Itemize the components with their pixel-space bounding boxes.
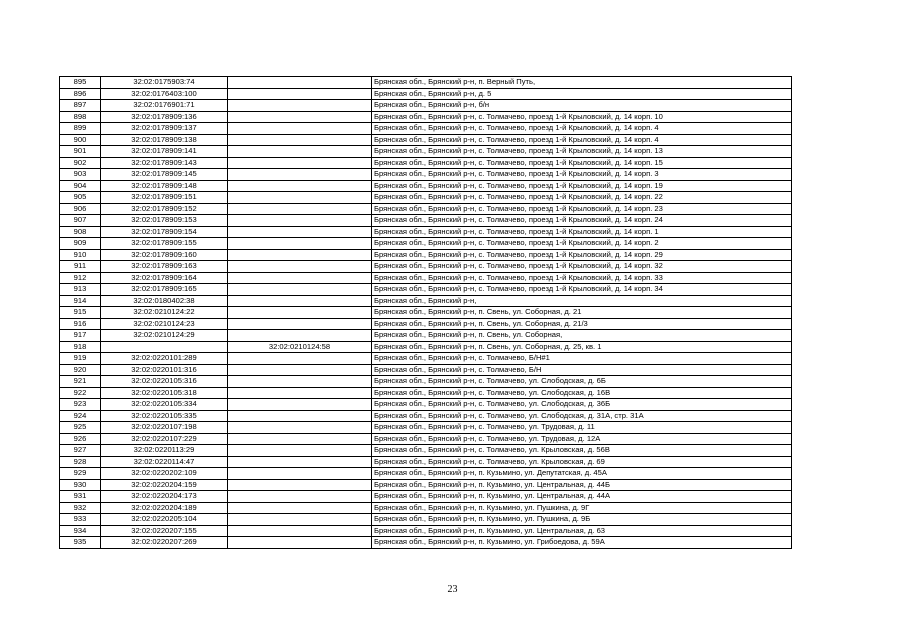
row-number-cell: 935 — [60, 537, 101, 549]
registry-table — [59, 76, 792, 549]
address-cell: Брянская обл., Брянский р-н, б/н — [372, 100, 792, 112]
cadastral-number-2-cell — [228, 445, 372, 457]
cadastral-number-cell: 32:02:0178909:138 — [101, 134, 228, 146]
cadastral-number-cell: 32:02:0210124:23 — [101, 318, 228, 330]
row-number-cell: 898 — [60, 111, 101, 123]
cadastral-number-cell: 32:02:0178909:163 — [101, 261, 228, 273]
address-cell: Брянская обл., Брянский р-н, п. Свень, ул. Соборная, д. 21/3 — [372, 318, 792, 330]
cadastral-number-2-cell — [228, 203, 372, 215]
cadastral-number-cell: 32:02:0176403:100 — [101, 88, 228, 100]
table-row — [60, 491, 792, 503]
cadastral-number-cell: 32:02:0178909:136 — [101, 111, 228, 123]
cadastral-number-cell: 32:02:0178909:143 — [101, 157, 228, 169]
address-cell: Брянская обл., Брянский р-н, с. Толмачево, ул. Крыловская, д. 69 — [372, 456, 792, 468]
row-number-cell: 928 — [60, 456, 101, 468]
cadastral-number-2-cell — [228, 157, 372, 169]
address-cell: Брянская обл., Брянский р-н, с. Толмачево, проезд 1-й Крыловский, д. 14 корп. 2 — [372, 238, 792, 250]
cadastral-number-2-cell: 32:02:0210124:58 — [228, 341, 372, 353]
cadastral-number-cell: 32:02:0178909:148 — [101, 180, 228, 192]
address-cell: Брянская обл., Брянский р-н, с. Толмачево, проезд 1-й Крыловский, д. 14 корп. 32 — [372, 261, 792, 273]
cadastral-number-2-cell — [228, 399, 372, 411]
row-number-cell: 910 — [60, 249, 101, 261]
row-number-cell: 902 — [60, 157, 101, 169]
cadastral-number-cell: 32:02:0178909:155 — [101, 238, 228, 250]
cadastral-number-cell: 32:02:0220204:159 — [101, 479, 228, 491]
cadastral-number-cell: 32:02:0220105:318 — [101, 387, 228, 399]
cadastral-number-cell: 32:02:0220105:316 — [101, 376, 228, 388]
cadastral-number-2-cell — [228, 88, 372, 100]
row-number-cell: 919 — [60, 353, 101, 365]
row-number-cell: 915 — [60, 307, 101, 319]
cadastral-number-2-cell — [228, 491, 372, 503]
table-row — [60, 146, 792, 158]
address-cell: Брянская обл., Брянский р-н, п. Кузьмино, ул. Депутатская, д. 45А — [372, 468, 792, 480]
cadastral-number-2-cell — [228, 192, 372, 204]
cadastral-number-cell: 32:02:0220113:29 — [101, 445, 228, 457]
cadastral-number-cell: 32:02:0178909:141 — [101, 146, 228, 158]
address-cell: Брянская обл., Брянский р-н, с. Толмачево, ул. Слободская, д. 31А, стр. 31А — [372, 410, 792, 422]
table-row — [60, 284, 792, 296]
table-row — [60, 525, 792, 537]
row-number-cell: 920 — [60, 364, 101, 376]
cadastral-number-2-cell — [228, 146, 372, 158]
row-number-cell: 924 — [60, 410, 101, 422]
row-number-cell: 907 — [60, 215, 101, 227]
address-cell: Брянская обл., Брянский р-н, с. Толмачево, Б/Н — [372, 364, 792, 376]
cadastral-number-cell: 32:02:0220205:104 — [101, 514, 228, 526]
cadastral-number-2-cell — [228, 514, 372, 526]
cadastral-number-cell: 32:02:0220204:173 — [101, 491, 228, 503]
table-row — [60, 238, 792, 250]
cadastral-number-cell: 32:02:0220207:155 — [101, 525, 228, 537]
address-cell: Брянская обл., Брянский р-н, п. Верный Путь, — [372, 77, 792, 89]
table-row — [60, 330, 792, 342]
cadastral-number-cell: 32:02:0220105:335 — [101, 410, 228, 422]
table-row — [60, 387, 792, 399]
cadastral-number-cell: 32:02:0176901:71 — [101, 100, 228, 112]
row-number-cell: 917 — [60, 330, 101, 342]
table-row — [60, 399, 792, 411]
page-number: 23 — [447, 584, 458, 595]
row-number-cell: 932 — [60, 502, 101, 514]
table-row — [60, 249, 792, 261]
cadastral-number-2-cell — [228, 456, 372, 468]
cadastral-number-cell: 32:02:0178909:160 — [101, 249, 228, 261]
cadastral-number-cell: 32:02:0175903:74 — [101, 77, 228, 89]
address-cell: Брянская обл., Брянский р-н, с. Толмачево, проезд 1-й Крыловский, д. 14 корп. 3 — [372, 169, 792, 181]
address-cell: Брянская обл., Брянский р-н, с. Толмачево, проезд 1-й Крыловский, д. 14 корп. 33 — [372, 272, 792, 284]
table-row — [60, 537, 792, 549]
cadastral-number-cell: 32:02:0220107:229 — [101, 433, 228, 445]
table-row — [60, 261, 792, 273]
cadastral-number-2-cell — [228, 284, 372, 296]
table-row — [60, 77, 792, 89]
table-row — [60, 376, 792, 388]
cadastral-number-cell: 32:02:0178909:152 — [101, 203, 228, 215]
table-row — [60, 169, 792, 181]
table-row — [60, 410, 792, 422]
address-cell: Брянская обл., Брянский р-н, с. Толмачево, ул. Трудовая, д. 11 — [372, 422, 792, 434]
address-cell: Брянская обл., Брянский р-н, с. Толмачево, ул. Трудовая, д. 12А — [372, 433, 792, 445]
row-number-cell: 912 — [60, 272, 101, 284]
cadastral-number-2-cell — [228, 353, 372, 365]
table-row — [60, 502, 792, 514]
table-row — [60, 295, 792, 307]
cadastral-number-cell: 32:02:0178909:151 — [101, 192, 228, 204]
row-number-cell: 895 — [60, 77, 101, 89]
cadastral-number-2-cell — [228, 295, 372, 307]
registry-table-body — [60, 77, 792, 549]
cadastral-number-cell — [101, 341, 228, 353]
cadastral-number-2-cell — [228, 364, 372, 376]
cadastral-number-cell: 32:02:0220204:189 — [101, 502, 228, 514]
cadastral-number-cell: 32:02:0178909:145 — [101, 169, 228, 181]
cadastral-number-2-cell — [228, 261, 372, 273]
table-row — [60, 111, 792, 123]
row-number-cell: 916 — [60, 318, 101, 330]
address-cell: Брянская обл., Брянский р-н, с. Толмачево, проезд 1-й Крыловский, д. 14 корп. 4 — [372, 123, 792, 135]
address-cell: Брянская обл., Брянский р-н, п. Кузьмино, ул. Центральная, д. 63 — [372, 525, 792, 537]
address-cell: Брянская обл., Брянский р-н, п. Кузьмино, ул. Грибоедова, д. 59А — [372, 537, 792, 549]
cadastral-number-2-cell — [228, 77, 372, 89]
address-cell: Брянская обл., Брянский р-н, п. Кузьмино, ул. Центральная, д. 44А — [372, 491, 792, 503]
table-row — [60, 123, 792, 135]
row-number-cell: 930 — [60, 479, 101, 491]
address-cell: Брянская обл., Брянский р-н, с. Толмачево, проезд 1-й Крыловский, д. 14 корп. 10 — [372, 111, 792, 123]
cadastral-number-2-cell — [228, 387, 372, 399]
cadastral-number-2-cell — [228, 134, 372, 146]
cadastral-number-2-cell — [228, 226, 372, 238]
address-cell: Брянская обл., Брянский р-н, с. Толмачево, проезд 1-й Крыловский, д. 14 корп. 1 — [372, 226, 792, 238]
row-number-cell: 906 — [60, 203, 101, 215]
row-number-cell: 934 — [60, 525, 101, 537]
cadastral-number-cell: 32:02:0178909:165 — [101, 284, 228, 296]
address-cell: Брянская обл., Брянский р-н, — [372, 295, 792, 307]
row-number-cell: 904 — [60, 180, 101, 192]
address-cell: Брянская обл., Брянский р-н, п. Свень, ул. Соборная, — [372, 330, 792, 342]
row-number-cell: 931 — [60, 491, 101, 503]
cadastral-number-cell: 32:02:0220207:269 — [101, 537, 228, 549]
cadastral-number-2-cell — [228, 169, 372, 181]
table-row — [60, 307, 792, 319]
table-row — [60, 468, 792, 480]
row-number-cell: 899 — [60, 123, 101, 135]
cadastral-number-cell: 32:02:0178909:137 — [101, 123, 228, 135]
address-cell: Брянская обл., Брянский р-н, с. Толмачево, проезд 1-й Крыловский, д. 14 корп. 29 — [372, 249, 792, 261]
row-number-cell: 911 — [60, 261, 101, 273]
table-row — [60, 226, 792, 238]
table-row — [60, 100, 792, 112]
row-number-cell: 914 — [60, 295, 101, 307]
cadastral-number-2-cell — [228, 238, 372, 250]
row-number-cell: 926 — [60, 433, 101, 445]
cadastral-number-2-cell — [228, 215, 372, 227]
address-cell: Брянская обл., Брянский р-н, с. Толмачево, проезд 1-й Крыловский, д. 14 корп. 24 — [372, 215, 792, 227]
address-cell: Брянская обл., Брянский р-н, с. Толмачево, ул. Слободская, д. 6Б — [372, 376, 792, 388]
cadastral-number-2-cell — [228, 502, 372, 514]
cadastral-number-2-cell — [228, 479, 372, 491]
row-number-cell: 918 — [60, 341, 101, 353]
cadastral-number-cell: 32:02:0178909:164 — [101, 272, 228, 284]
row-number-cell: 925 — [60, 422, 101, 434]
cadastral-number-2-cell — [228, 410, 372, 422]
cadastral-number-cell: 32:02:0220101:316 — [101, 364, 228, 376]
cadastral-number-2-cell — [228, 376, 372, 388]
cadastral-number-2-cell — [228, 433, 372, 445]
address-cell: Брянская обл., Брянский р-н, с. Толмачево, проезд 1-й Крыловский, д. 14 корп. 4 — [372, 134, 792, 146]
cadastral-number-cell: 32:02:0210124:29 — [101, 330, 228, 342]
address-cell: Брянская обл., Брянский р-н, с. Толмачево, проезд 1-й Крыловский, д. 14 корп. 22 — [372, 192, 792, 204]
cadastral-number-2-cell — [228, 123, 372, 135]
cadastral-number-2-cell — [228, 249, 372, 261]
row-number-cell: 903 — [60, 169, 101, 181]
table-row — [60, 192, 792, 204]
cadastral-number-2-cell — [228, 525, 372, 537]
table-row — [60, 479, 792, 491]
address-cell: Брянская обл., Брянский р-н, с. Толмачево, ул. Слободская, д. 36Б — [372, 399, 792, 411]
address-cell: Брянская обл., Брянский р-н, п. Кузьмино, ул. Пушкина, д. 9Б — [372, 514, 792, 526]
row-number-cell: 909 — [60, 238, 101, 250]
address-cell: Брянская обл., Брянский р-н, п. Свень, ул. Соборная, д. 21 — [372, 307, 792, 319]
cadastral-number-2-cell — [228, 180, 372, 192]
table-row — [60, 456, 792, 468]
row-number-cell: 900 — [60, 134, 101, 146]
table-row — [60, 445, 792, 457]
address-cell: Брянская обл., Брянский р-н, с. Толмачево, проезд 1-й Крыловский, д. 14 корп. 23 — [372, 203, 792, 215]
address-cell: Брянская обл., Брянский р-н, с. Толмачево, ул. Слободская, д. 16В — [372, 387, 792, 399]
row-number-cell: 897 — [60, 100, 101, 112]
address-cell: Брянская обл., Брянский р-н, с. Толмачево, проезд 1-й Крыловский, д. 14 корп. 19 — [372, 180, 792, 192]
cadastral-number-cell: 32:02:0180402:38 — [101, 295, 228, 307]
cadastral-number-cell: 32:02:0220105:334 — [101, 399, 228, 411]
address-cell: Брянская обл., Брянский р-н, с. Толмачево, проезд 1-й Крыловский, д. 14 корп. 15 — [372, 157, 792, 169]
table-row — [60, 422, 792, 434]
cadastral-number-cell: 32:02:0210124:22 — [101, 307, 228, 319]
address-cell: Брянская обл., Брянский р-н, п. Кузьмино, ул. Центральная, д. 44Б — [372, 479, 792, 491]
row-number-cell: 922 — [60, 387, 101, 399]
row-number-cell: 927 — [60, 445, 101, 457]
cadastral-number-2-cell — [228, 330, 372, 342]
cadastral-number-cell: 32:02:0178909:154 — [101, 226, 228, 238]
cadastral-number-2-cell — [228, 307, 372, 319]
table-row — [60, 353, 792, 365]
table-row — [60, 341, 792, 353]
cadastral-number-cell: 32:02:0220101:289 — [101, 353, 228, 365]
row-number-cell: 896 — [60, 88, 101, 100]
row-number-cell: 923 — [60, 399, 101, 411]
cadastral-number-2-cell — [228, 111, 372, 123]
row-number-cell: 913 — [60, 284, 101, 296]
address-cell: Брянская обл., Брянский р-н, с. Толмачево, проезд 1-й Крыловский, д. 14 корп. 34 — [372, 284, 792, 296]
table-row — [60, 364, 792, 376]
table-row — [60, 433, 792, 445]
table-row — [60, 203, 792, 215]
cadastral-number-2-cell — [228, 272, 372, 284]
address-cell: Брянская обл., Брянский р-н, п. Свень, ул. Соборная, д. 25, кв. 1 — [372, 341, 792, 353]
row-number-cell: 908 — [60, 226, 101, 238]
address-cell: Брянская обл., Брянский р-н, с. Толмачево, Б/Н#1 — [372, 353, 792, 365]
cadastral-number-cell: 32:02:0220107:198 — [101, 422, 228, 434]
row-number-cell: 905 — [60, 192, 101, 204]
row-number-cell: 933 — [60, 514, 101, 526]
table-row — [60, 514, 792, 526]
row-number-cell: 921 — [60, 376, 101, 388]
cadastral-number-2-cell — [228, 318, 372, 330]
address-cell: Брянская обл., Брянский р-н, д. 5 — [372, 88, 792, 100]
table-row — [60, 134, 792, 146]
row-number-cell: 929 — [60, 468, 101, 480]
cadastral-number-2-cell — [228, 468, 372, 480]
cadastral-number-2-cell — [228, 537, 372, 549]
table-row — [60, 88, 792, 100]
address-cell: Брянская обл., Брянский р-н, с. Толмачево, ул. Крыловская, д. 56В — [372, 445, 792, 457]
table-row — [60, 157, 792, 169]
address-cell: Брянская обл., Брянский р-н, с. Толмачево, проезд 1-й Крыловский, д. 14 корп. 13 — [372, 146, 792, 158]
table-row — [60, 180, 792, 192]
table-row — [60, 272, 792, 284]
cadastral-number-cell: 32:02:0178909:153 — [101, 215, 228, 227]
cadastral-number-2-cell — [228, 100, 372, 112]
row-number-cell: 901 — [60, 146, 101, 158]
cadastral-number-cell: 32:02:0220114:47 — [101, 456, 228, 468]
table-row — [60, 318, 792, 330]
table-row — [60, 215, 792, 227]
address-cell: Брянская обл., Брянский р-н, п. Кузьмино, ул. Пушкина, д. 9Г — [372, 502, 792, 514]
cadastral-number-2-cell — [228, 422, 372, 434]
cadastral-number-cell: 32:02:0220202:109 — [101, 468, 228, 480]
